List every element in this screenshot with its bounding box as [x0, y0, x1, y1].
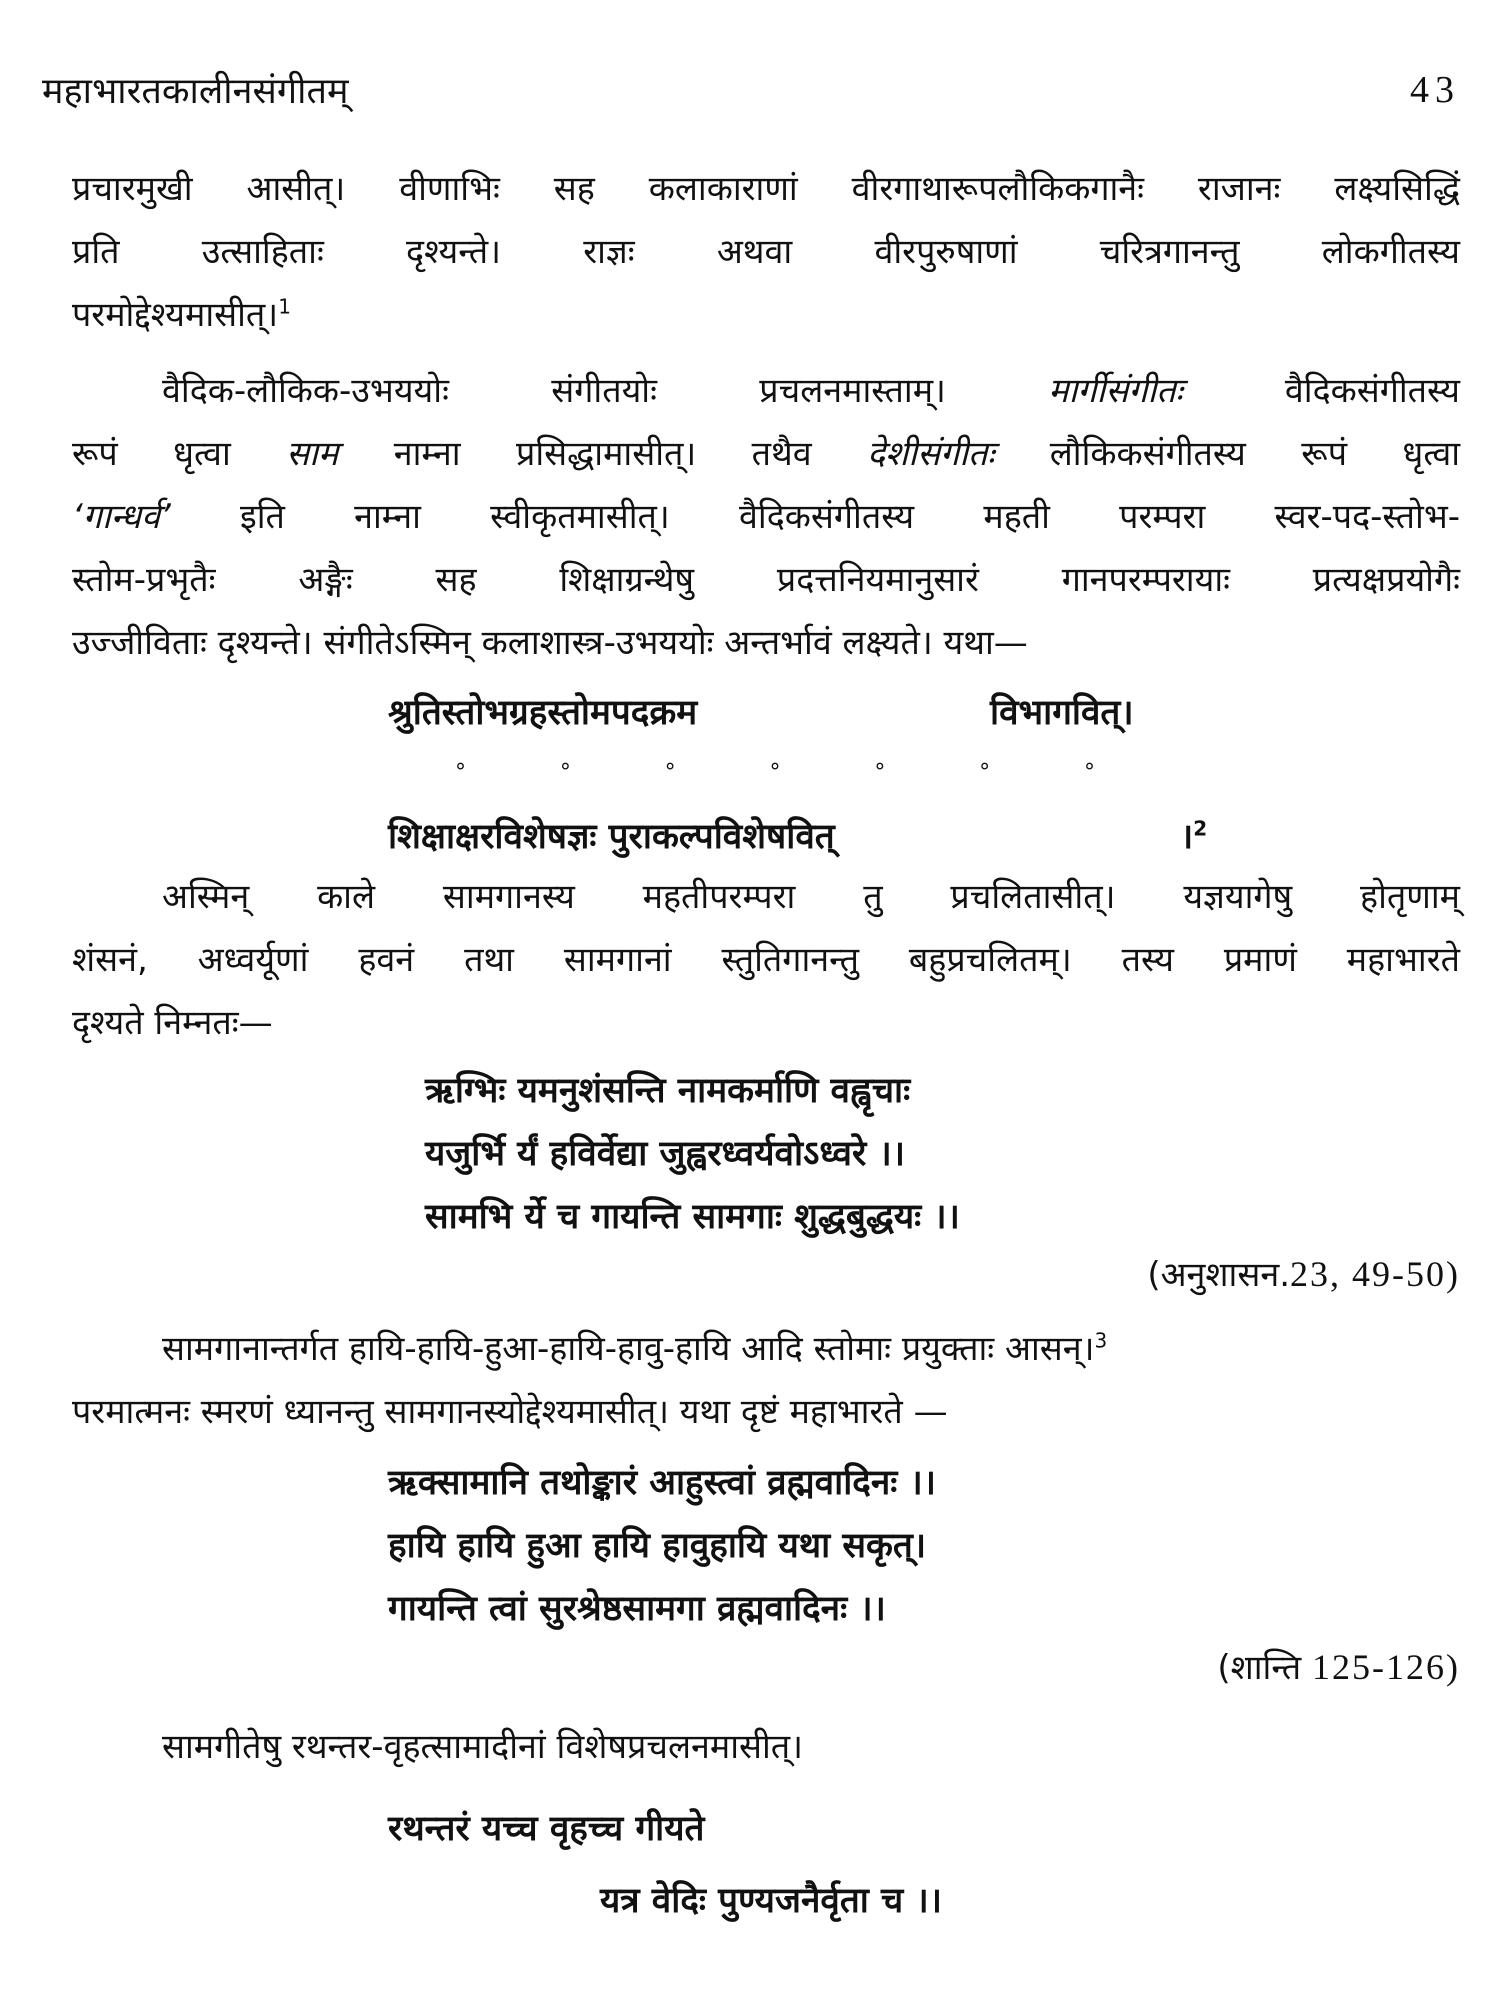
- paragraph-2-line-5: उज्जीविताः दृश्यन्ते। संगीतेऽस्मिन् कलाशास्त्र-उभययोः अन्तर्भावं लक्ष्यते। यथा—: [72, 623, 1028, 663]
- paragraph-2-line-3: ‘गान्धर्व’ इति नाम्ना स्वीकृतमासीत्। वैदिकसंगीतस्य महती परम्परा स्वर-पद-स्तोभ-: [72, 497, 1460, 537]
- verse-4-line-1: रथन्तरं यच्च वृहच्च गीयते: [388, 1809, 705, 1849]
- verse-dot: °: [455, 760, 466, 785]
- paragraph-1-line-2: प्रति उत्साहिताः दृश्यन्ते। राज्ञः अथवा वीरपुरुषाणां चरित्रगानन्तु लोकगीतस्य: [72, 232, 1460, 272]
- paragraph-3-line-2: शंसनं, अध्वर्यूणां हवनं तथा सामगानां स्तुतिगानन्तु बहुप्रचलितम्। तस्य प्रमाणं महाभारते: [72, 940, 1460, 980]
- paragraph-2-line-4: स्तोम-प्रभृतैः अङ्गैः सह शिक्षाग्रन्थेषु प्रदत्तनियमानुसारं गानपरम्परायाः प्रत्यक्षप्रयोगैः: [72, 560, 1460, 600]
- verse-3-citation: (शान्ति 125-126): [1217, 1647, 1460, 1688]
- paragraph-1-line-3: परमोद्देश्यमासीत्।$^1$: [72, 294, 291, 335]
- verse-1-line-2b: ।$^2$: [1180, 816, 1208, 857]
- verse-1-line-1b: विभागवित्।: [990, 693, 1134, 733]
- paragraph-2: [72, 360, 1460, 675]
- verse-1-line-2a: शिक्षाक्षरविशेषज्ञः पुराकल्पविशेषवित्: [388, 817, 835, 857]
- paragraph-3-line-3: दृश्यते निम्नतः—: [72, 1003, 273, 1043]
- paragraph-1-line-1: प्रचारमुखी आसीत्। वीणाभिः सह कलाकाराणां वीरगाथारूपलौकिकगानैः राजानः लक्ष्यसिद्धिं: [72, 169, 1460, 209]
- verse-dot: °: [874, 760, 886, 785]
- page-number: 43: [1410, 69, 1460, 111]
- paragraph-4-line-2: परमात्मनः स्मरणं ध्यानन्तु सामगानस्योद्देश्यमासीत्। यथा दृष्टं महाभारते —: [72, 1392, 948, 1432]
- paragraph-3: [72, 866, 1460, 1055]
- paragraph-4-line-1: सामगानान्तर्गत हायि-हायि-हुआ-हायि-हावु-हायि आदि स्तोमाः प्रयुक्ताः आसन्।$^3$: [162, 1328, 1108, 1369]
- paragraph-1: [72, 158, 1460, 347]
- paragraph-5-line-1: सामगीतेषु रथन्तर-वृहत्सामादीनां विशेषप्रचलनमासीत्।: [162, 1727, 804, 1767]
- verse-2-line-1: ऋग्भिः यमनुशंसन्ति नामकर्माणि वह्वृचाः: [425, 1071, 911, 1111]
- verse-2-line-2: यजुर्भि र्यं हविर्वेद्या जुह्वरध्वर्यवोऽध्वरे ।।: [425, 1134, 906, 1174]
- paragraph-4: [72, 1318, 1460, 1444]
- verse-2-citation: (अनुशासन.23, 49-50): [1147, 1254, 1460, 1295]
- paragraph-2-line-2: रूपं धृत्वा साम नाम्ना प्रसिद्धामासीत्। तथैव देशीसंगीतः लौकिकसंगीतस्य रूपं धृत्वा: [72, 434, 1461, 474]
- verse-dot: °: [664, 760, 676, 785]
- verse-dot: °: [769, 760, 781, 785]
- verse-3-line-2: हायि हायि हुआ हायि हावुहायि यथा सकृत्।: [388, 1526, 927, 1566]
- verse-2-line-3: सामभि र्ये च गायन्ति सामगाः शुद्धबुद्धयः ।।: [425, 1197, 960, 1237]
- footnote-marker-2: 2: [1193, 816, 1208, 841]
- paragraph-5: [72, 1716, 1460, 1779]
- verse-3-line-3: गायन्ति त्वां सुरश्रेष्ठसामगा व्रह्मवादिनः ।।: [388, 1589, 886, 1629]
- verse-dot: °: [979, 760, 991, 785]
- running-title: महाभारतकालीनसंगीतम्: [42, 71, 349, 112]
- verse-3-line-1: ऋक्सामानि तथोङ्कारं आहुस्त्वां व्रह्मवादिनः ।।: [388, 1463, 937, 1503]
- verse-1-line-1a: श्रुतिस्तोभग्रहस्तोमपदक्रम: [388, 693, 698, 733]
- paragraph-2-line-1: वैदिक-लौकिक-उभययोः संगीतयोः प्रचलनमास्ताम्। मार्गीसंगीतः वैदिकसंगीतस्य: [162, 371, 1460, 411]
- footnote-marker-1: 1: [278, 294, 291, 319]
- footnote-marker-3: 3: [1094, 1328, 1108, 1353]
- paragraph-3-line-1: अस्मिन् काले सामगानस्य महतीपरम्परा तु प्रचलितासीत्। यज्ञयागेषु होतृणाम्: [162, 877, 1460, 917]
- verse-4-line-2: यत्र वेदिः पुण्यजनैर्वृता च ।।: [600, 1881, 942, 1921]
- verse-dots: [455, 760, 1095, 785]
- verse-dot: °: [1083, 760, 1095, 785]
- verse-dot: °: [559, 760, 571, 785]
